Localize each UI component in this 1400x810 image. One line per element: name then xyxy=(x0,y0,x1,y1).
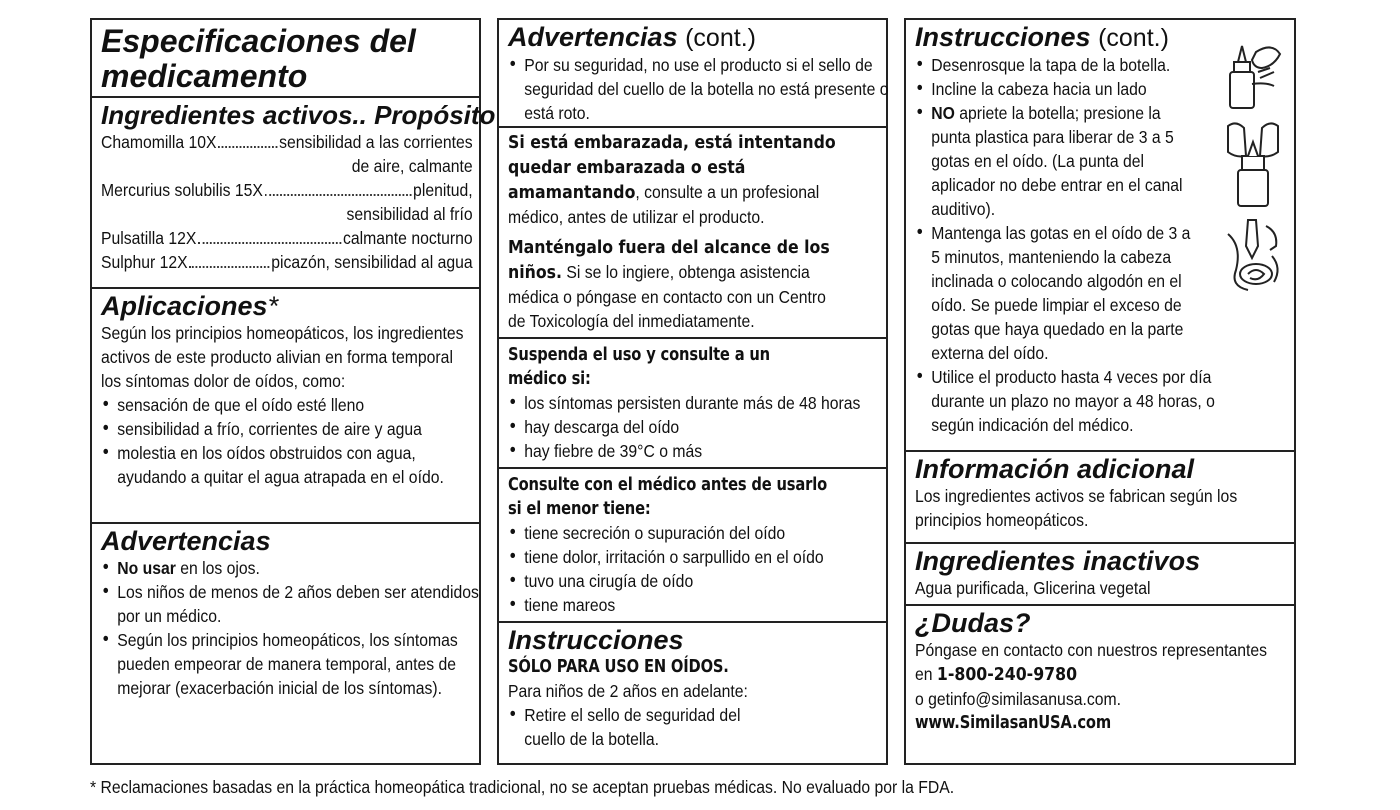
unscrew-cap-illustration-icon xyxy=(1222,32,1284,112)
warnings-section xyxy=(92,524,479,704)
squeeze-tip-illustration-icon xyxy=(1222,118,1284,210)
list-item: • Retire el sello de seguridad del cuello de la botella. xyxy=(508,703,785,751)
keep-away-section xyxy=(499,229,886,339)
ingredient-purpose-cont: sensibilidad al frío xyxy=(346,204,473,224)
footnote-star: * xyxy=(267,291,279,321)
ingredient-row xyxy=(101,226,473,250)
stop-use-list xyxy=(508,391,880,463)
list-item: • hay descarga del oído xyxy=(508,415,896,439)
ingredient-row xyxy=(101,250,473,274)
list-item: • tiene dolor, irritación o sarpullido en el oído xyxy=(508,545,896,569)
warnings-cont-heading-text: Advertencias xyxy=(508,22,678,52)
ingredient-purpose: calmante nocturno xyxy=(343,228,473,248)
directions-list xyxy=(508,703,880,751)
warning-text: en los ojos. xyxy=(175,558,260,578)
directions-cont-section xyxy=(906,20,1294,452)
drug-facts-header xyxy=(92,20,479,98)
list-item: • Utilice el producto hasta 4 veces por día durante un plazo no mayor a 48 horas, o según indicación del médico. xyxy=(915,365,1255,437)
list-item: • sensación de que el oído esté lleno xyxy=(101,393,489,417)
cont-label: (cont.) xyxy=(685,24,756,52)
column-right xyxy=(904,18,1296,765)
directions-section xyxy=(499,623,886,755)
list-item: • molestia en los oídos obstruidos con agua, ayudando a quitar el agua atrapada en el oído. xyxy=(101,441,489,489)
uses-heading-text: Aplicaciones xyxy=(101,291,268,321)
website-link[interactable]: www.SimilasanUSA.com xyxy=(915,713,1111,733)
other-info-text: Los ingredientes activos se fabrican según los principios homeopáticos. xyxy=(915,486,1238,530)
email-line[interactable]: o getinfo@similasanusa.com. xyxy=(915,689,1121,709)
ask-doctor-heading: Consulte con el médico antes de usarlo si el menor tiene: xyxy=(508,475,828,519)
inactive-ingredients-text: Agua purificada, Glicerina vegetal xyxy=(915,578,1151,598)
directions-cont-heading-text: Instrucciones xyxy=(915,22,1091,52)
phone-prefix: en xyxy=(915,664,937,684)
list-item xyxy=(915,101,1201,221)
ingredient-row xyxy=(101,178,473,202)
column-left xyxy=(90,18,496,765)
warnings-list xyxy=(101,556,479,700)
ask-doctor-section xyxy=(499,469,886,623)
ingredient-name: Pulsatilla 12X xyxy=(101,228,197,248)
list-item xyxy=(101,556,489,580)
list-item: • Por su seguridad, no use el producto si el sello de seguridad del cuello de la botella no está presente o está roto. xyxy=(508,53,896,125)
do-not-use-bold: No usar xyxy=(117,558,176,578)
ingredient-purpose-cont: de aire, calmante xyxy=(351,156,473,176)
pregnancy-rest: , consulte a un profesional médico, antes de utilizar el producto. xyxy=(508,182,820,227)
list-item: • los síntomas persisten durante más de 48 horas xyxy=(508,391,896,415)
leader-dots xyxy=(189,266,269,268)
keep-away-text xyxy=(508,235,841,333)
do-not-bold: NO xyxy=(931,103,955,123)
cont-label: (cont.) xyxy=(1098,24,1169,52)
phone-line xyxy=(915,662,1288,687)
stop-use-section xyxy=(499,339,886,469)
other-info-section xyxy=(906,452,1294,544)
ingredient-name: Mercurius solubilis 15X xyxy=(101,180,263,200)
list-item: • hay fiebre de 39°C o más xyxy=(508,439,896,463)
uses-heading xyxy=(101,291,473,321)
warnings-cont-heading xyxy=(508,22,880,53)
direction-text: apriete la botella; presione la punta plastica para liberar de 3 a 5 gotas en el oído. (La punta del aplicador no debe entrar en el canal auditivo). xyxy=(931,103,1183,219)
list-item: • tiene mareos xyxy=(508,593,896,617)
ingredient-name: Chamomilla 10X xyxy=(101,132,217,152)
pregnancy-bold: Si está embarazada, está intentando quedar embarazada o está amamantando xyxy=(508,133,836,203)
ingredient-purpose: sensibilidad a las corrientes xyxy=(279,132,473,152)
column-middle xyxy=(497,18,888,765)
questions-line: Póngase en contacto con nuestros representantes xyxy=(915,640,1267,660)
warnings-cont-list xyxy=(508,53,889,125)
warnings-cont-section xyxy=(499,20,889,128)
leader-dots xyxy=(218,146,277,148)
ask-doctor-list xyxy=(508,521,880,617)
list-item: • Los niños de menos de 2 años deben ser atendidos por un médico. xyxy=(101,580,489,628)
leader-dots xyxy=(265,194,412,196)
keep-away-rest: Si se lo ingiere, obtenga asistencia médica o póngase en contacto con un Centro de Toxicología del inmediatamente. xyxy=(508,262,826,331)
ingredient-list xyxy=(101,130,473,274)
active-ingredients-section xyxy=(92,96,496,289)
footnote: * Reclamaciones basadas en la práctica homeopática tradicional, no se aceptan pruebas médicas. No evaluado por la FDA. xyxy=(90,777,955,797)
list-item: • Desenrosque la tapa de la botella. xyxy=(915,53,1201,77)
keep-away-bold: Manténgalo fuera del alcance de los niños. xyxy=(508,238,830,283)
list-item: • tuvo una cirugía de oído xyxy=(508,569,896,593)
leader-dots xyxy=(198,242,341,244)
warnings-heading: Advertencias xyxy=(101,526,271,556)
phone-number[interactable]: 1-800-240-9780 xyxy=(936,665,1078,685)
ear-drop-illustration-icon xyxy=(1222,216,1284,296)
ingredient-row xyxy=(101,130,473,154)
list-item: • tiene secreción o supuración del oído xyxy=(508,521,896,545)
ingredient-purpose: plenitud, xyxy=(413,180,473,200)
list-item: • Según los principios homeopáticos, los síntomas pueden empeorar de manera temporal, antes de mejorar (exacerbación inicial de los síntomas). xyxy=(101,628,489,700)
drug-facts-title: Especificaciones del medicamento xyxy=(101,23,416,94)
uses-list xyxy=(101,393,473,489)
active-ingredients-heading: Ingredientes activos.. Propósito xyxy=(101,100,496,130)
questions-heading: ¿Dudas? xyxy=(915,608,1031,638)
pregnancy-text xyxy=(508,130,841,229)
questions-section xyxy=(906,606,1294,739)
list-item: • Mantenga las gotas en el oído de 3 a 5 minutos, manteniendo la cabeza inclinada o colocando algodón en el oído. Se puede limpiar el exceso de gotas que haya quedado en la parte externa del oído. xyxy=(915,221,1201,365)
ingredient-name: Sulphur 12X xyxy=(101,252,188,272)
inactive-ingredients-section xyxy=(906,544,1294,606)
list-item: • sensibilidad a frío, corrientes de aire y agua xyxy=(101,417,489,441)
age-text: Para niños de 2 años en adelante: xyxy=(508,681,748,701)
directions-heading: Instrucciones xyxy=(508,625,684,655)
list-item: • Incline la cabeza hacia un lado xyxy=(915,77,1201,101)
ear-use-only: SÓLO PARA USO EN OÍDOS. xyxy=(508,657,729,677)
stop-use-heading: Suspenda el uso y consulte a un médico si: xyxy=(508,345,770,389)
inactive-ingredients-heading: Ingredientes inactivos xyxy=(915,546,1201,576)
ingredient-purpose: picazón, sensibilidad al agua xyxy=(271,252,473,272)
pregnancy-section xyxy=(499,128,886,229)
uses-section xyxy=(92,289,479,524)
uses-intro: Según los principios homeopáticos, los ingredientes activos de este producto alivian en forma temporal los síntomas dolor de oídos, como: xyxy=(101,323,464,391)
other-info-heading: Información adicional xyxy=(915,454,1195,484)
